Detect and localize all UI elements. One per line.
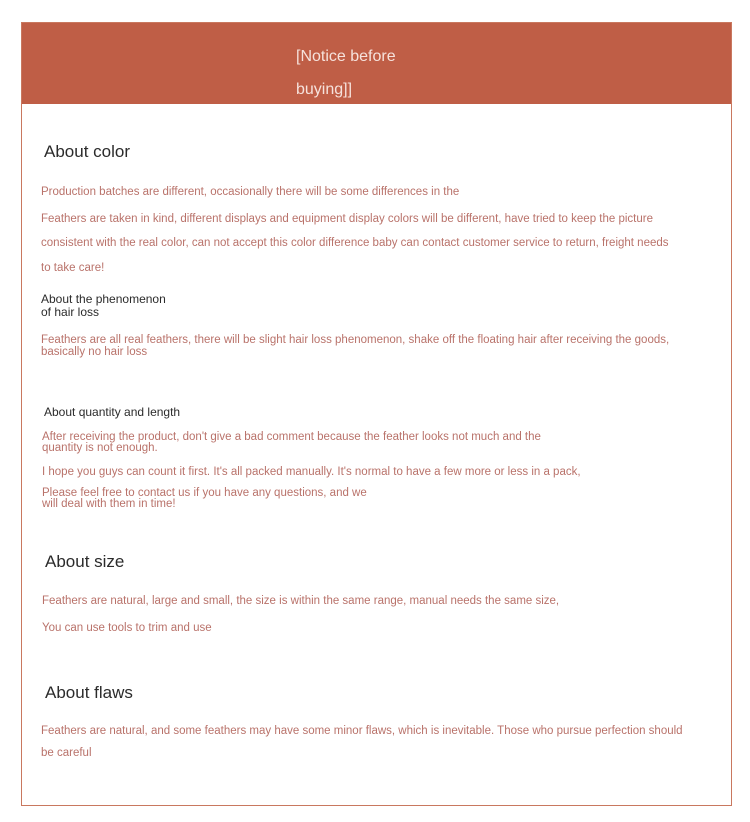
- quantity-text-line-2: I hope you guys can count it first. It's all packed manually. It's normal to have a few more or less in a pack,: [42, 466, 581, 478]
- quantity-text-paragraph-3: Please feel free to contact us if you have any questions, and we will deal with them in time!: [42, 487, 367, 510]
- hair-loss-section-title: About the phenomenon of hair loss: [41, 292, 166, 319]
- size-text-line-2: You can use tools to trim and use: [42, 622, 212, 634]
- quantity-text-paragraph-1: After receiving the product, don't give a bad comment because the feather looks not much and the quantity is not enough.: [42, 431, 541, 454]
- flaws-section-title: About flaws: [45, 683, 133, 702]
- color-text-line-3: consistent with the real color, can not accept this color difference baby can contact customer service to return, freight needs: [41, 237, 669, 249]
- notice-panel: [21, 22, 732, 806]
- size-section-title: About size: [45, 552, 125, 571]
- quantity-section-title: About quantity and length: [44, 405, 181, 419]
- size-text-line-1: Feathers are natural, large and small, the size is within the same range, manual needs the same size,: [42, 595, 560, 607]
- color-text-line-2: Feathers are taken in kind, different displays and equipment display colors will be different, have tried to keep the picture: [41, 213, 653, 225]
- notice-banner: [22, 23, 731, 104]
- flaws-text-line-2: be careful: [41, 747, 92, 759]
- color-section-title: About color: [44, 142, 130, 161]
- color-text-line-1: Production batches are different, occasionally there will be some differences in the: [41, 186, 460, 198]
- color-text-line-4: to take care!: [41, 262, 105, 274]
- banner-title-line-2: buying]]: [296, 81, 353, 98]
- hair-loss-text-line-2: basically no hair loss: [41, 346, 148, 358]
- hair-loss-text-line-1: Feathers are all real feathers, there will be slight hair loss phenomenon, shake off the floating hair after receiving the goods,: [41, 334, 670, 346]
- flaws-text-line-1: Feathers are natural, and some feathers may have some minor flaws, which is inevitable. Those who pursue perfection should: [41, 725, 683, 737]
- banner-title-line-1: [Notice before: [296, 48, 396, 65]
